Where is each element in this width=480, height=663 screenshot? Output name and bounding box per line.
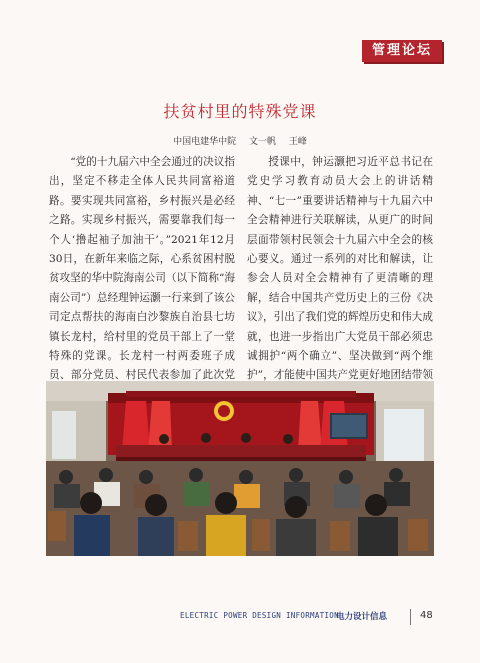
article-column-left [49, 153, 235, 405]
article-title: 扶贫村里的特殊党课 [163, 102, 317, 121]
meeting-photo [46, 381, 434, 556]
byline [0, 134, 480, 147]
byline-author: 王峰 [288, 137, 307, 147]
page-footer [0, 609, 480, 625]
magazine-name-en: ELECTRIC POWER DESIGN INFORMATION [180, 611, 339, 620]
meeting-photo-illustration [46, 381, 434, 556]
paragraph: “党的十九届六中全会通过的决议指出，坚定不移走全体人民共同富裕道路。要实现共同富裕，乡村振兴是必经之路。实现乡村振兴，需要靠我们每一个人‘撸起袖子加油干’。”2021年12月30日，在新年来临之际，心系贫困村脱贫攻坚的华中院海南公司（以下简称“海南公司”）总经理钟运灏一行来到了该公司定点帮扶的海南白沙黎族自治县七坊镇长龙村，给村里的党员干部上了一堂特殊的党课。长龙村一村两委班子成员、部分党员、村民代表参加了此次党 [49, 156, 235, 382]
magazine-name-cn: 电力设计信息 [336, 612, 388, 622]
byline-author: 文一帆 [248, 137, 276, 147]
footer-divider [410, 609, 411, 625]
byline-organization: 中国电建华中院 [173, 137, 237, 147]
section-tag: 管理论坛 [362, 40, 442, 62]
paragraph: 授课中，钟运灏把习近平总书记在党史学习教育动员大会上的讲话精神、“七一”重要讲话精神与十九届六中全会精神进行关联解读，从更广的时间层面带领村民领会十九届六中全会的核心要义。通过一系列的对比和解读，让参会人员对全会精神有了更清晰的理解，结合中国共产党历史上的三份《决议》，引出了我们党的辉煌历史和伟大成就，也进一步指出广大党员干部必须忠诚拥护“两个确立”、坚决做到“两个维护”，才能使中国共产党更好地团结带领 [247, 156, 433, 382]
page-number: 48 [420, 610, 433, 621]
